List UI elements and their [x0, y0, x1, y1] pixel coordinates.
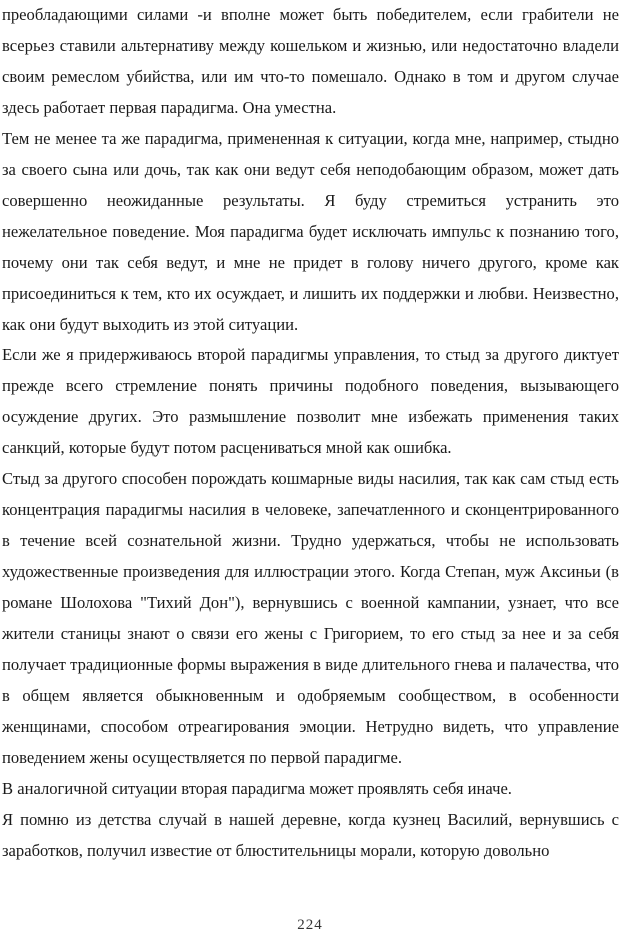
paragraph-4: Стыд за другого способен порождать кошмарные виды насилия, так как сам стыд есть концентрация парадигмы насилия в человеке, запечатленного и сконцентрированного в течение всей сознательной жизни. Трудно удержаться, чтобы не использовать художественные произведения для иллюстрации этого. Когда Степан, муж Аксиньи (в романе Шолохова "Тихий Дон"), вернувшись с военной кампании, узнает, что все жители станицы знают о связи его жены с Григорием, то его стыд за нее и за себя получает традиционные формы выражения в виде длительного гнева и палачества, что в общем является обыкновенным и одобряемым сообществом, в особенности женщинами, способом отреагирования эмоции. Нетрудно видеть, что управление поведением жены осуществляется по первой парадигме.	[2, 469, 619, 767]
paragraph-3: Если же я придерживаюсь второй парадигмы управления, то стыд за другого диктует прежде всего стремление понять причины подобного поведения, вызывающего осуждение других. Это размышление позволит мне избежать применения таких санкций, которые будут потом расцениваться мной как ошибка.	[2, 345, 619, 458]
paragraph-5: В аналогичной ситуации вторая парадигма может проявлять себя иначе.	[2, 778, 512, 798]
paragraph-6: Я помню из детства случай в нашей деревне, когда кузнец Василий, вернувшись с заработков, получил известие от блюстительницы морали, которую довольно	[2, 809, 619, 860]
page-number: 224	[297, 917, 323, 933]
paragraph-1: преобладающими силами -и вполне может быть победителем, если грабители не всерьез ставили альтернативу между кошельком и жизнью, или недостаточно владели своим ремеслом убийства, или им что-то помешало. Однако в том и другом случае здесь работает первая парадигма. Она уместна.	[2, 5, 619, 117]
body-text	[2, 0, 619, 867]
paragraph-2: Тем не менее та же парадигма, примененная к ситуации, когда мне, например, стыдно за своего сына или дочь, так как они ведут себя неподобающим образом, может дать совершенно неожиданные результаты. Я буду стремиться устранить это нежелательное поведение. Моя парадигма будет исключать импульс к познанию того, почему они так себя ведут, и мне не придет в голову ничего другого, кроме как присоединиться к тем, кто их осуждает, и лишить их поддержки и любви. Неизвестно, как они будут выходить из этой ситуации.	[2, 128, 619, 334]
